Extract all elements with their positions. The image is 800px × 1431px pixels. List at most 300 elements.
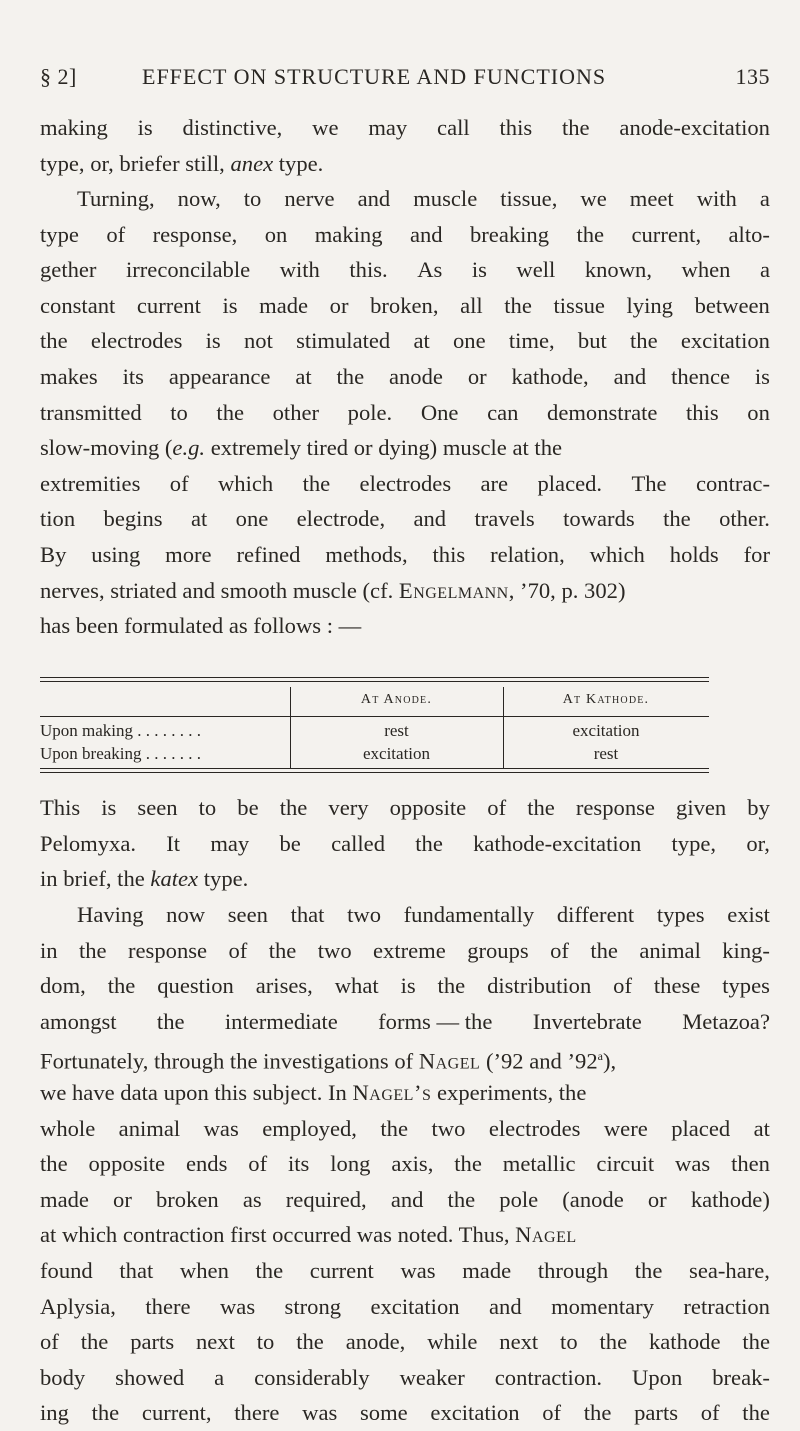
word: made [259, 292, 309, 318]
word: and [357, 186, 391, 211]
word: through [537, 1257, 609, 1283]
word: distribution [487, 973, 592, 999]
word: to [198, 795, 217, 820]
header-rule [40, 716, 709, 717]
word: broken, [370, 292, 439, 318]
word: found [40, 1257, 93, 1283]
text-line [40, 537, 770, 573]
text-line [40, 252, 770, 288]
word: two [317, 937, 352, 963]
word: is [400, 973, 416, 999]
word: of [248, 1151, 268, 1177]
word: Turning, [77, 186, 155, 211]
word: the [279, 795, 308, 820]
word: considerably [254, 1364, 370, 1390]
word: thence [671, 363, 731, 389]
table-bottom-rule-inner [40, 768, 709, 769]
word: the [78, 937, 107, 963]
word: intermediate [224, 1008, 338, 1034]
word: making [314, 221, 383, 247]
word: that [290, 902, 325, 927]
word: kathode-excitation [473, 830, 642, 856]
word: there [234, 1400, 280, 1426]
word: long [330, 1151, 371, 1177]
text-line [40, 217, 770, 253]
word: excitation [370, 1293, 460, 1319]
word: all [460, 292, 483, 318]
word: employed, [262, 1115, 357, 1141]
word: at [753, 1115, 770, 1141]
word: with [279, 257, 320, 283]
column-header-anode: At Anode. [360, 692, 433, 707]
word: this [432, 541, 466, 567]
word: the [380, 1115, 409, 1141]
word: Invertebrate [532, 1008, 642, 1034]
word: gether [40, 257, 97, 283]
word: alto- [728, 221, 770, 247]
word: kathode) [690, 1186, 770, 1212]
word: were [603, 1115, 648, 1141]
word: strong [284, 1293, 342, 1319]
text-line [40, 1111, 770, 1147]
word: the [454, 1151, 482, 1177]
word: placed. [537, 470, 603, 496]
word: type, [671, 830, 717, 856]
word: Metazoa? [682, 1008, 770, 1034]
text-line [40, 501, 770, 537]
word: or [467, 363, 487, 389]
text-line [40, 790, 770, 826]
word: methods, [325, 541, 408, 567]
word: Aplysia, [40, 1293, 116, 1319]
word: whole [40, 1115, 96, 1141]
word: pole [499, 1186, 539, 1212]
word: response, [152, 221, 238, 247]
word: placed [671, 1115, 731, 1141]
word: extreme [373, 937, 446, 963]
word: animal [639, 937, 701, 963]
word: tion [40, 506, 76, 532]
word: some [360, 1400, 408, 1426]
word: constant [40, 292, 116, 318]
text-line [40, 1395, 770, 1431]
word: not [243, 328, 273, 354]
word: there [145, 1293, 191, 1319]
italic-term: e.g. [172, 435, 206, 461]
word: arises, [255, 973, 313, 999]
word: was [400, 1257, 436, 1283]
word: response [575, 795, 655, 820]
italic-term: katex [150, 866, 199, 892]
word: while [427, 1329, 478, 1355]
word: parts [130, 1329, 175, 1355]
word: ends [185, 1151, 228, 1177]
word: may [210, 830, 250, 856]
word: electrode, [296, 506, 386, 532]
word: body [40, 1364, 86, 1390]
cell-kathode: rest [593, 744, 619, 763]
text-line: has been formulated as follows : — [40, 613, 362, 639]
word: electrodes [359, 470, 452, 496]
word: is [222, 292, 238, 318]
word: and [409, 221, 443, 247]
running-head [40, 64, 770, 100]
word: current, [631, 221, 702, 247]
word: a [759, 186, 770, 211]
row-label: Upon making . . . . . . . . [40, 721, 202, 740]
cell-anode: rest [384, 721, 409, 740]
text-line [40, 288, 770, 324]
word: is [137, 115, 153, 140]
word: this [686, 399, 719, 425]
word: nerve [284, 186, 335, 211]
word: sea-hare, [689, 1257, 770, 1283]
word: the [80, 1329, 109, 1355]
word: as [242, 1186, 262, 1212]
word: but [577, 328, 607, 354]
word: be [279, 830, 301, 856]
word: that [119, 1257, 154, 1283]
word: with [696, 186, 737, 211]
word: next [195, 1329, 235, 1355]
word: momentary [551, 1293, 654, 1319]
word: question [157, 973, 234, 999]
word: axis, [391, 1151, 434, 1177]
text-line [40, 1182, 770, 1218]
word: forms — the [378, 1008, 493, 1034]
word: excitation [680, 328, 770, 354]
word: retraction [683, 1293, 770, 1319]
row-label: Upon breaking . . . . . . . [40, 744, 202, 763]
word: was [302, 1400, 338, 1426]
word: and [613, 363, 647, 389]
paragraph-anex [40, 110, 770, 181]
word: more [165, 541, 212, 567]
word: lying [626, 292, 673, 318]
word: contrac- [695, 470, 770, 496]
word: the [742, 1400, 770, 1426]
word: animal [118, 1115, 181, 1141]
word: two [431, 1115, 466, 1141]
word: by [747, 795, 770, 820]
word: when [681, 257, 731, 283]
cell-anode: excitation [362, 744, 431, 763]
text-line [40, 1146, 770, 1182]
author-name: Nagel [418, 1048, 481, 1074]
word: muscle [413, 186, 478, 211]
word: the [504, 292, 532, 318]
word: opposite [88, 1151, 166, 1177]
word: one [235, 506, 269, 532]
word: the [296, 1329, 324, 1355]
word: of [550, 937, 569, 963]
word: to [256, 1329, 275, 1355]
text-line [40, 1324, 770, 1360]
word: kathode, [511, 363, 589, 389]
author-name: Engelmann [398, 577, 509, 603]
word: at [295, 363, 312, 389]
word: tissue [553, 292, 605, 318]
word: break- [712, 1364, 770, 1390]
word: distinctive, [182, 115, 283, 140]
word: (anode [562, 1186, 624, 1212]
word: the [268, 937, 297, 963]
text-line [40, 466, 770, 502]
word: given [676, 795, 727, 820]
word: transmitted [40, 399, 142, 425]
word: called [331, 830, 385, 856]
word: irreconcilable [125, 257, 251, 283]
word: is [754, 363, 770, 389]
response-table [40, 677, 709, 773]
text-line [40, 968, 770, 1004]
word: opposite [389, 795, 467, 820]
word: two [347, 902, 381, 927]
word: of [106, 221, 126, 247]
word: can [487, 399, 519, 425]
word: the [255, 1257, 284, 1283]
word: relation, [490, 541, 565, 567]
word: extremities [40, 470, 141, 496]
word: and [413, 506, 447, 532]
word: to [560, 1329, 578, 1355]
text-line [40, 323, 770, 359]
word: very [328, 795, 369, 820]
word: current, [141, 1400, 212, 1426]
word: electrodes [90, 328, 183, 354]
word: then [731, 1151, 770, 1177]
text-line: slow-moving (e.g. extremely tired or dying) muscle at the [40, 435, 563, 461]
text-line [40, 359, 770, 395]
word: the [576, 221, 605, 247]
word: one [453, 328, 486, 354]
word: between [694, 292, 770, 318]
word: the [302, 470, 331, 496]
word: the [561, 115, 590, 140]
table-bottom-rule [40, 772, 709, 773]
text-line [40, 826, 770, 862]
word: a [214, 1364, 225, 1390]
word: amongst [40, 1008, 117, 1034]
word: current [309, 1257, 374, 1283]
word: on [264, 221, 288, 247]
word: metallic [502, 1151, 576, 1177]
word: to [243, 186, 262, 211]
text-line [40, 181, 770, 217]
word: weaker [399, 1364, 465, 1390]
word: seen [137, 795, 178, 820]
word: The [631, 470, 667, 496]
word: the [599, 1329, 628, 1355]
section-number: § 2] [40, 64, 77, 89]
word: the [216, 399, 245, 425]
word: the [634, 1257, 663, 1283]
word: groups [467, 937, 529, 963]
word: is [471, 257, 487, 283]
text-line [40, 1253, 770, 1289]
word: the [590, 937, 618, 963]
paragraph-nagel [40, 897, 770, 1431]
word: these [653, 973, 701, 999]
word: time, [508, 328, 555, 354]
word: and [390, 1186, 424, 1212]
word: at [413, 328, 430, 354]
word: king- [722, 937, 770, 963]
text-line [40, 1004, 770, 1040]
word: call [437, 115, 470, 140]
word: response [128, 937, 208, 963]
word: Having [77, 902, 144, 927]
word: was [219, 1293, 256, 1319]
word: different [556, 902, 635, 927]
word: made [462, 1257, 512, 1283]
word: to [170, 399, 188, 425]
word: is [205, 328, 221, 354]
word: holds [669, 541, 719, 567]
word: the [663, 506, 691, 532]
table-top-rule [40, 677, 709, 678]
word: of [613, 973, 632, 999]
word: dom, [40, 973, 86, 999]
author-name: Nagel [515, 1222, 577, 1248]
cell-kathode: excitation [572, 721, 640, 740]
word: are [480, 470, 509, 496]
word: refined [236, 541, 301, 567]
word: we [312, 115, 339, 140]
word: breaking [469, 221, 550, 247]
word: its [288, 1151, 310, 1177]
word: the [40, 1151, 68, 1177]
superscript: a [597, 1049, 603, 1064]
word: making [40, 115, 108, 140]
word: travels [474, 506, 535, 532]
word: of [542, 1400, 562, 1426]
word: anode [388, 363, 443, 389]
text-line: in brief, the katex type. [40, 866, 249, 892]
word: now [166, 902, 206, 927]
text-line: at which contraction first occurred was noted. Thus, Nagel [40, 1222, 577, 1248]
word: excitation [430, 1400, 520, 1426]
word: on [747, 399, 770, 425]
table-top-rule-inner [40, 681, 709, 682]
word: required, [285, 1186, 367, 1212]
word: By [40, 541, 67, 567]
word: now, [177, 186, 221, 211]
word: the [107, 973, 136, 999]
word: electrodes [488, 1115, 581, 1141]
word: the [527, 795, 555, 820]
word: other. [719, 506, 770, 532]
text-line [40, 1289, 770, 1325]
word: It [166, 830, 181, 856]
word: stimulated [296, 328, 391, 354]
word: the [583, 1400, 612, 1426]
text-line [40, 1360, 770, 1396]
word: tissue, [500, 186, 558, 211]
word: types [722, 973, 770, 999]
word: this [499, 115, 533, 140]
page-number: 135 [735, 64, 770, 89]
word: what [334, 973, 379, 999]
word: at [190, 506, 208, 532]
word: of [228, 937, 248, 963]
author-name: Nagel’s [352, 1079, 432, 1105]
word: demonstrate [547, 399, 658, 425]
word: towards [563, 506, 635, 532]
text-line [40, 110, 770, 146]
word: next [499, 1329, 539, 1355]
word: parts [634, 1400, 679, 1426]
word: of [40, 1329, 59, 1355]
word: This [40, 795, 81, 820]
word: broken [155, 1186, 219, 1212]
word: of [700, 1400, 720, 1426]
text-line: nerves, striated and smooth muscle (cf. Engelmann, ’70, p. 302) [40, 577, 626, 603]
word: of [169, 470, 189, 496]
word: makes [40, 363, 98, 389]
word: this. [349, 257, 388, 283]
word: anode, [345, 1329, 406, 1355]
word: well [516, 257, 556, 283]
paragraph-katex [40, 790, 770, 897]
word: which [589, 541, 645, 567]
word: ing [40, 1400, 69, 1426]
word: may [368, 115, 408, 140]
italic-term: anex [230, 150, 274, 176]
word: made [40, 1186, 89, 1212]
word: or [113, 1186, 132, 1212]
word: current [136, 292, 201, 318]
column-header-kathode: At Kathode. [562, 692, 650, 707]
text-line [40, 897, 770, 933]
word: kathode [648, 1329, 721, 1355]
word: or [647, 1186, 667, 1212]
text-line: Fortunately, through the investigations of Nagel (’92 and ’92$^a$), [40, 1048, 617, 1074]
word: showed [115, 1364, 185, 1390]
word: which [217, 470, 274, 496]
word: Upon [632, 1364, 683, 1390]
word: or [329, 292, 349, 318]
word: when [179, 1257, 229, 1283]
word: using [91, 541, 141, 567]
word: the [91, 1400, 120, 1426]
word: the [742, 1329, 770, 1355]
word: of [487, 795, 507, 820]
text-line [40, 933, 770, 969]
word: Pelomyxa. [40, 830, 137, 856]
text-line: we have data upon this subject. In Nagel’s experiments, the [40, 1079, 587, 1105]
word: meet [629, 186, 674, 211]
text-line: type, or, briefer still, anex type. [40, 150, 324, 176]
word: other [272, 399, 320, 425]
word: in [40, 937, 58, 963]
word: for [743, 541, 770, 567]
word: types [656, 902, 705, 927]
word: the [336, 363, 365, 389]
word: exist [727, 902, 770, 927]
running-title: EFFECT ON STRUCTURE AND FUNCTIONS [142, 64, 607, 89]
word: circuit [596, 1151, 655, 1177]
word: and [489, 1293, 522, 1319]
word: its [122, 363, 144, 389]
word: the [156, 1008, 185, 1034]
word: a [759, 257, 770, 283]
word: the [415, 830, 443, 856]
word: anode-excitation [619, 115, 770, 140]
word: fundamentally [403, 902, 535, 927]
word: known, [584, 257, 652, 283]
paragraph-nerve-muscle [40, 181, 770, 644]
